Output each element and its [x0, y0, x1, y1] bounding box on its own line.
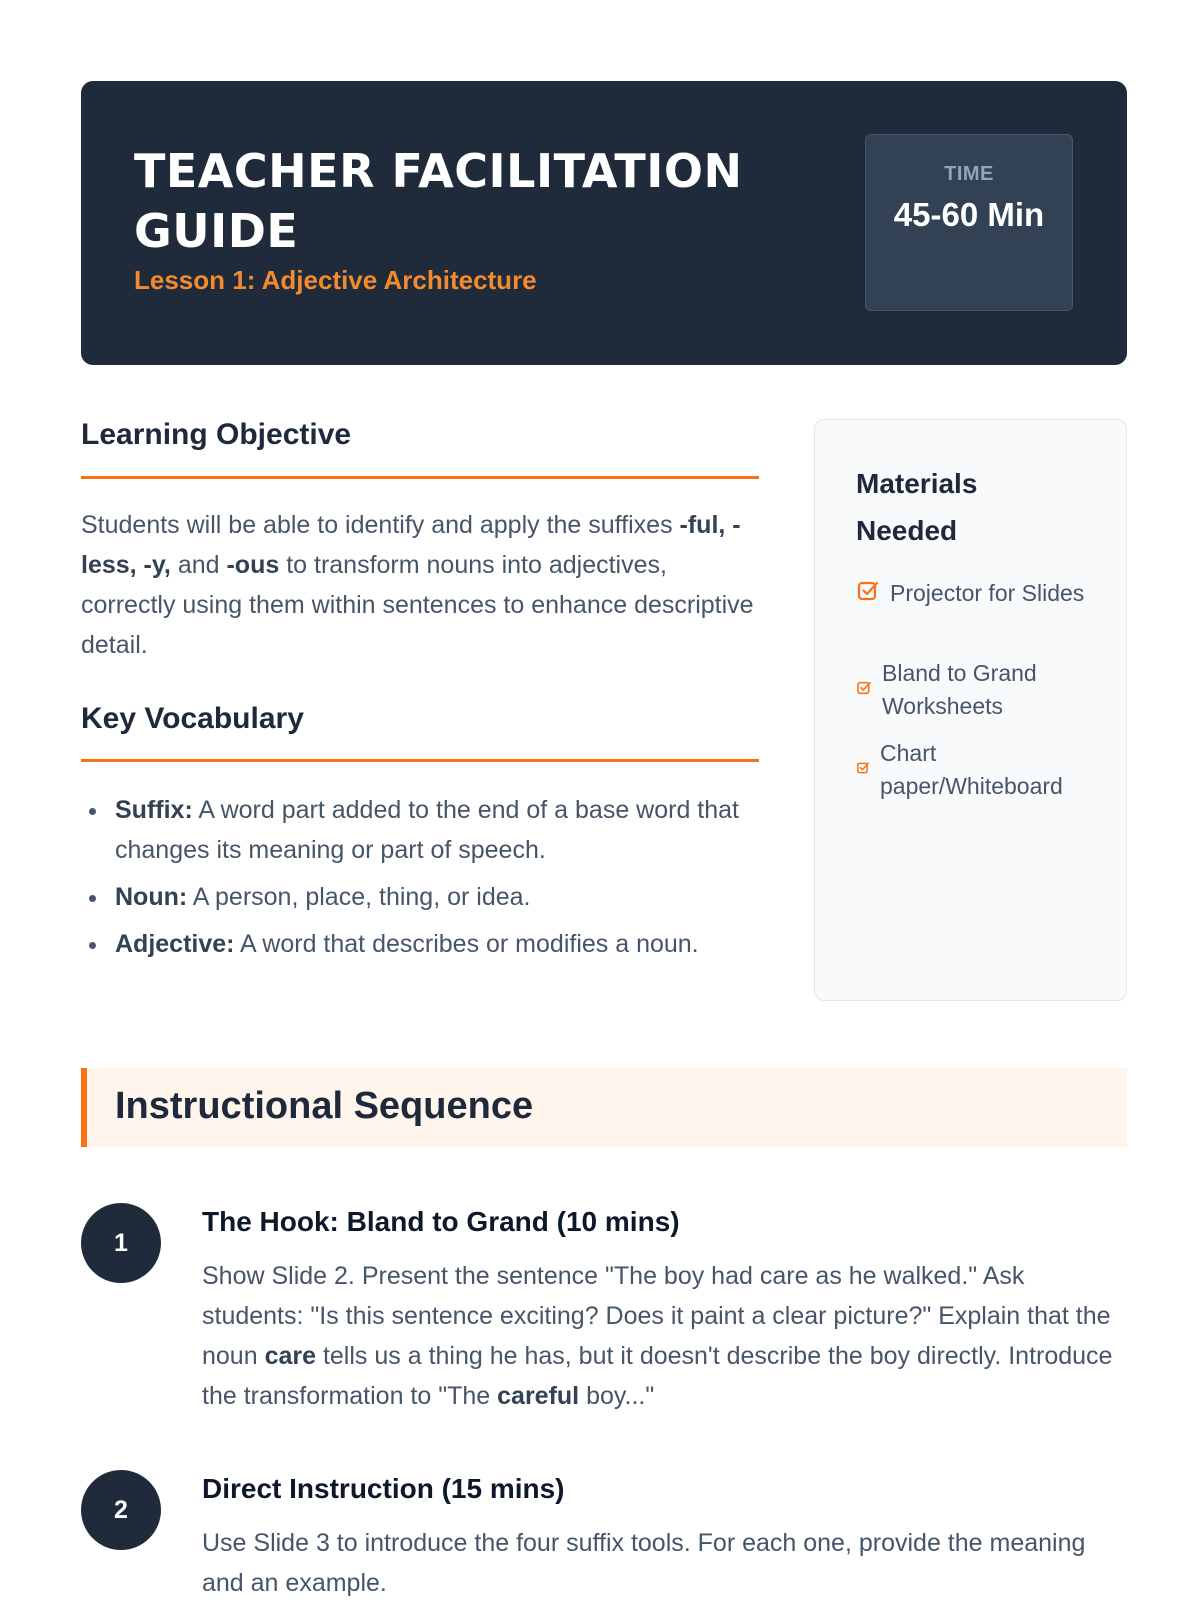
vocabulary-term: Adjective:: [115, 930, 235, 958]
objective-text-part: and: [170, 551, 227, 579]
vocabulary-list: [81, 790, 761, 971]
objective-text-part: to transform nouns into adjectives, correctly using them within sentences to enhance descriptive detail.: [81, 551, 754, 659]
checkbox-icon: [856, 761, 870, 780]
vocabulary-item: [81, 924, 761, 964]
materials-item-label: Projector for Slides: [890, 580, 1085, 606]
vocabulary-item: [81, 790, 761, 870]
vocabulary-definition: A word that describes or modifies a noun.: [234, 930, 699, 958]
step-text-part: boy...": [579, 1382, 655, 1410]
step-text-part: Show Slide 2. Present the sentence "The boy had care as he walked." Ask students: "Is this sentence exciting? Does it paint a clear picture?" Explain that the noun: [202, 1262, 1111, 1370]
step-number-badge: 2: [81, 1470, 161, 1550]
vocabulary-term: Noun:: [115, 883, 188, 911]
step-keyword: careful: [497, 1382, 580, 1410]
materials-panel: [814, 419, 1127, 1001]
step-text-part: Use Slide 3 to introduce the four suffix tools. For each one, provide the meaning and an example.: [202, 1529, 1086, 1597]
objective-suffixes: -ful, -less, -y,: [81, 511, 741, 579]
page-title: TEACHER FACILITATION GUIDE: [134, 144, 743, 258]
lesson-subtitle: Lesson 1: Adjective Architecture: [134, 265, 537, 295]
vocabulary-definition: A person, place, thing, or idea.: [187, 883, 531, 911]
materials-item: [856, 657, 1106, 723]
instructional-sequence-heading: Instructional Sequence: [115, 1085, 534, 1127]
materials-item-label: Chart paper/Whiteboard: [880, 740, 1063, 799]
step-number-badge: 1: [81, 1203, 161, 1283]
step-text-part: tells us a thing he has, but it doesn't describe the boy directly. Introduce the transformation to "The: [202, 1342, 1113, 1410]
time-badge: [865, 134, 1073, 311]
instructional-sequence-banner: [81, 1068, 1127, 1147]
section-divider: [81, 759, 759, 762]
vocabulary-definition: A word part added to the end of a base word that changes its meaning or part of speech.: [115, 796, 739, 864]
guide-header: [81, 81, 1127, 365]
step-description: [202, 1256, 1122, 1416]
step-description: [202, 1523, 1122, 1600]
time-value: 45-60 Min: [893, 196, 1045, 233]
checkbox-icon: [856, 579, 880, 608]
vocabulary-term: Suffix:: [115, 796, 193, 824]
checkbox-icon: [856, 680, 872, 701]
step-keyword: care: [264, 1342, 317, 1370]
materials-item: [856, 737, 1106, 803]
objective-text-part: Students will be able to identify and apply the suffixes: [81, 511, 680, 539]
objective-suffix: -ous: [226, 551, 280, 579]
learning-objective-heading: Learning Objective: [81, 418, 352, 451]
materials-heading: Materials Needed: [856, 468, 978, 546]
step-title: Direct Instruction (15 mins): [202, 1473, 565, 1504]
step-title: The Hook: Bland to Grand (10 mins): [202, 1206, 680, 1237]
vocabulary-item: [81, 877, 761, 917]
materials-item: [856, 577, 1106, 610]
time-label: TIME: [944, 163, 994, 185]
learning-objective-text: [81, 505, 761, 665]
section-divider: [81, 476, 759, 479]
key-vocabulary-heading: Key Vocabulary: [81, 702, 304, 735]
materials-item-label: Bland to Grand Worksheets: [882, 660, 1037, 719]
